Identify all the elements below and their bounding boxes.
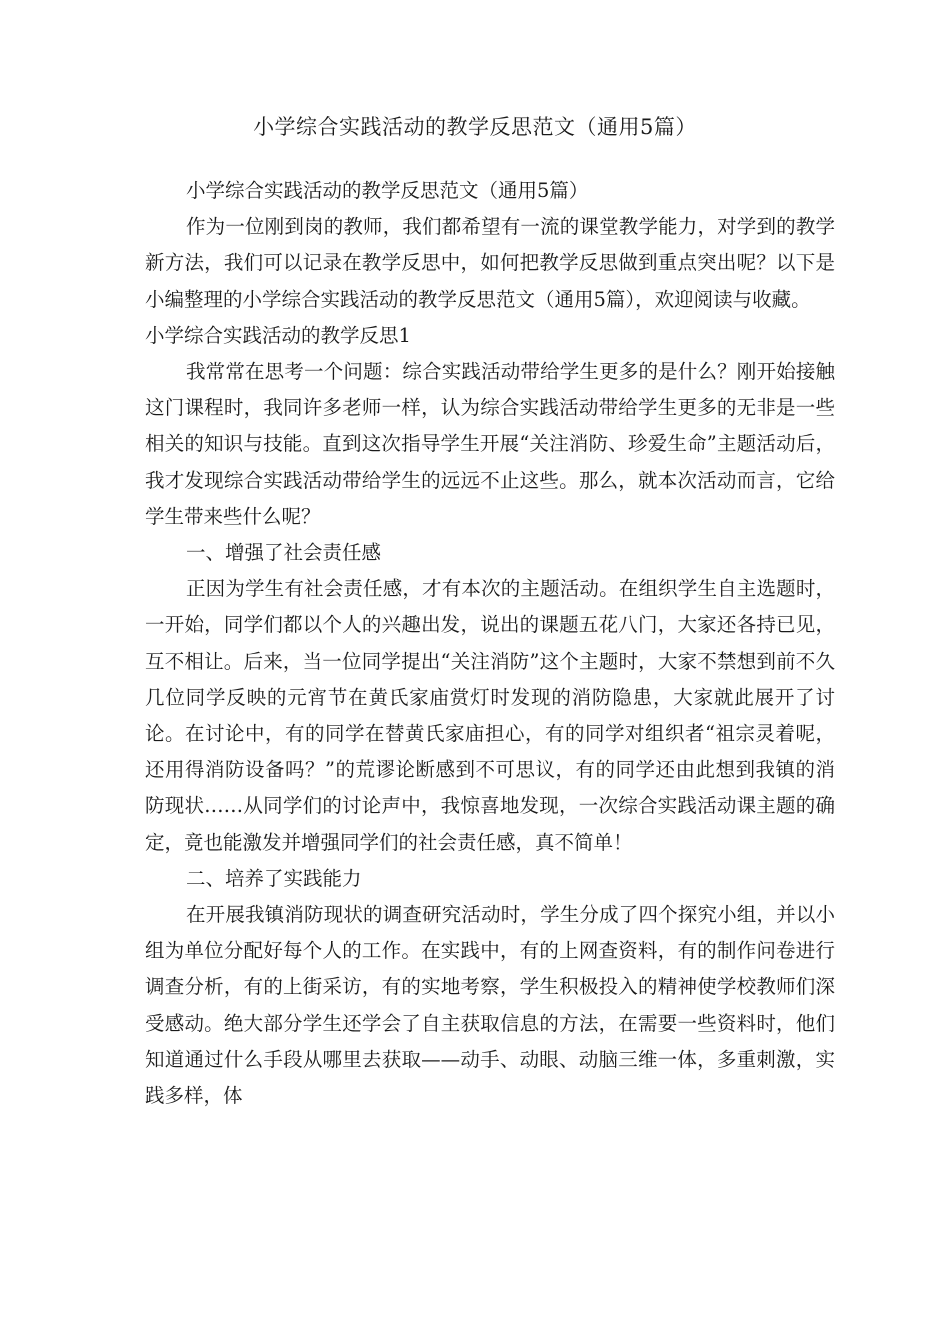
body-paragraph: 正因为学生有社会责任感，才有本次的主题活动。在组织学生自主选题时，一开始，同学们都以个人的兴趣出发，说出的课题五花八门，大家还各持已见，互不相让。后来，当一位同学提出“关注消防”这个主题时，大家不禁想到前不久几位同学反映的元宵节在黄氏家庙赏灯时发现的消防隐患，大家就此展开了讨论。在讨论中，有的同学在替黄氏家庙担心，有的同学对组织者“祖宗灵着呢，还用得消防设备吗？”的荒谬论断感到不可思议，有的同学还由此想到我镇的消防现状……从同学们的讨论声中，我惊喜地发现，一次综合实践活动课主题的确定，竟也能激发并增强同学们的社会责任感，真不简单！ bbox=[145, 577, 835, 854]
subsection-heading: 一、增强了社会责任感 bbox=[186, 541, 382, 565]
document-title: 小学综合实践活动的教学反思范文（通用5篇） bbox=[253, 115, 697, 139]
subtitle-paragraph: 小学综合实践活动的教学反思范文（通用5篇） bbox=[186, 179, 589, 202]
document-body bbox=[145, 173, 835, 1114]
intro-paragraph: 作为一位刚到岗的教师，我们都希望有一流的课堂教学能力，对学到的教学新方法，我们可以记录在教学反思中，如何把教学反思做到重点突出呢？以下是小编整理的小学综合实践活动的教学反思范文（通用5篇），欢迎阅读与收藏。 bbox=[145, 215, 835, 311]
subsection-heading: 二、培养了实践能力 bbox=[186, 866, 362, 890]
section-heading: 小学综合实践活动的教学反思1 bbox=[145, 323, 411, 347]
body-paragraph: 我常常在思考一个问题：综合实践活动带给学生更多的是什么？刚开始接触这门课程时，我同许多老师一样，认为综合实践活动带给学生更多的无非是一些相关的知识与技能。直到这次指导学生开展“关注消防、珍爱生命”主题活动后，我才发现综合实践活动带给学生的远远不止这些。那么，就本次活动而言，它给学生带来些什么呢？ bbox=[145, 360, 835, 528]
body-paragraph: 在开展我镇消防现状的调查研究活动时，学生分成了四个探究小组，并以小组为单位分配好每个人的工作。在实践中，有的上网查资料，有的制作问卷进行调查分析，有的上街采访，有的实地考察，学生积极投入的精神使学校教师们深受感动。绝大部分学生还学会了自主获取信息的方法，在需要一些资料时，他们知道通过什么手段从哪里去获取——动手、动眼、动脑三维一体，多重刺激，实践多样，体 bbox=[145, 903, 835, 1108]
